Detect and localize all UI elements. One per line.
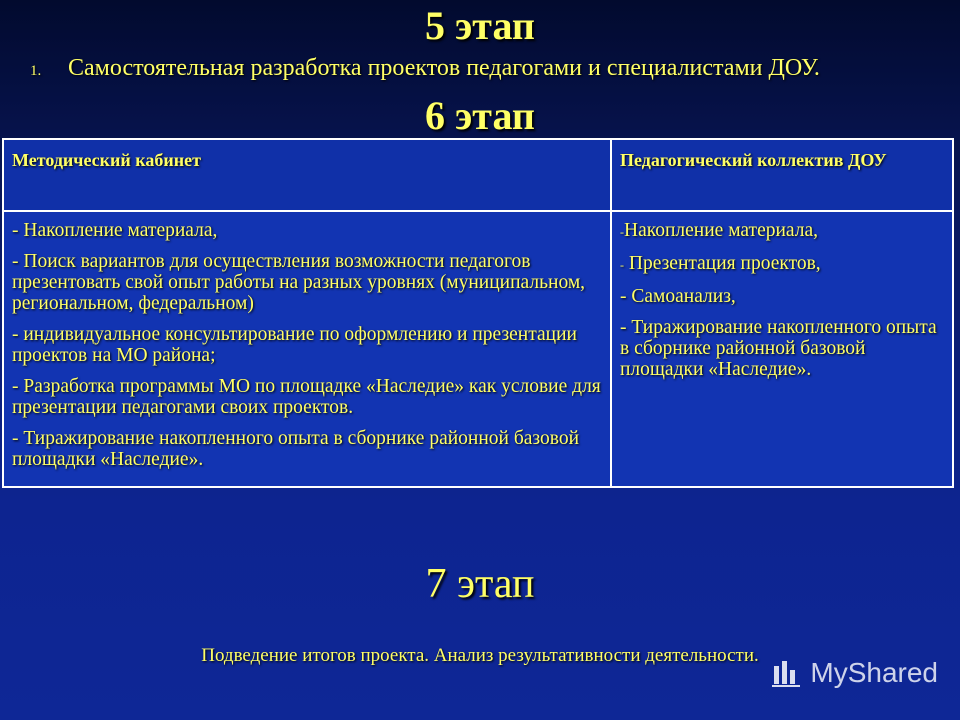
list-item-text: - Тиражирование накопленного опыта в сборнике районной базовой площадки «Наследие». bbox=[620, 317, 937, 380]
list-item bbox=[620, 253, 944, 276]
table-header-row bbox=[3, 139, 953, 211]
watermark-text: MyShared bbox=[810, 657, 938, 688]
list-item: - индивидуальное консультирование по оформлению и презентации проектов на МО района; bbox=[12, 324, 577, 366]
list-item bbox=[620, 220, 944, 243]
stage5-item-text: Самостоятельная разработка проектов педагогами и специалистами ДОУ. bbox=[68, 55, 820, 81]
mysared-logo-icon bbox=[770, 656, 804, 690]
list-item: - Поиск вариантов для осуществления возможности педагогов презентовать свой опыт работы на разных уровнях (муниципальном, региональном, федеральном) bbox=[12, 251, 586, 314]
list-dash: - bbox=[620, 225, 624, 239]
teaching-staff-cell bbox=[611, 211, 953, 487]
list-item-text: Презентация проектов, bbox=[624, 253, 821, 274]
watermark bbox=[770, 656, 938, 690]
list-item-text: - Самоанализ, bbox=[620, 286, 736, 307]
header-teaching-staff: Педагогический коллектив ДОУ bbox=[611, 139, 953, 211]
stage7-summary: Подведение итогов проекта. Анализ результативности деятельности. bbox=[201, 645, 759, 666]
methodical-office-cell bbox=[3, 211, 611, 487]
list-dash: - bbox=[620, 258, 624, 272]
list-item: - Тиражирование накопленного опыта в сборнике районной базовой площадки «Наследие». bbox=[12, 428, 580, 470]
stage7-title: 7 этап bbox=[425, 561, 535, 607]
stage6-title: 6 этап bbox=[425, 93, 535, 138]
list-item bbox=[620, 286, 944, 307]
stage5-item bbox=[30, 55, 940, 82]
stage6-table bbox=[2, 138, 954, 488]
stage5-title: 5 этап bbox=[425, 3, 535, 48]
stage5-item-number: 1. bbox=[30, 63, 42, 79]
list-item bbox=[620, 317, 944, 380]
list-item: - Накопление материала, bbox=[12, 220, 218, 241]
list-item: - Разработка программы МО по площадке «Наследие» как условие для презентации педагогами своих проектов. bbox=[12, 376, 601, 418]
list-item-text: Накопление материала, bbox=[624, 220, 819, 241]
header-methodical-office: Методический кабинет bbox=[3, 139, 611, 211]
table-row bbox=[3, 211, 953, 487]
